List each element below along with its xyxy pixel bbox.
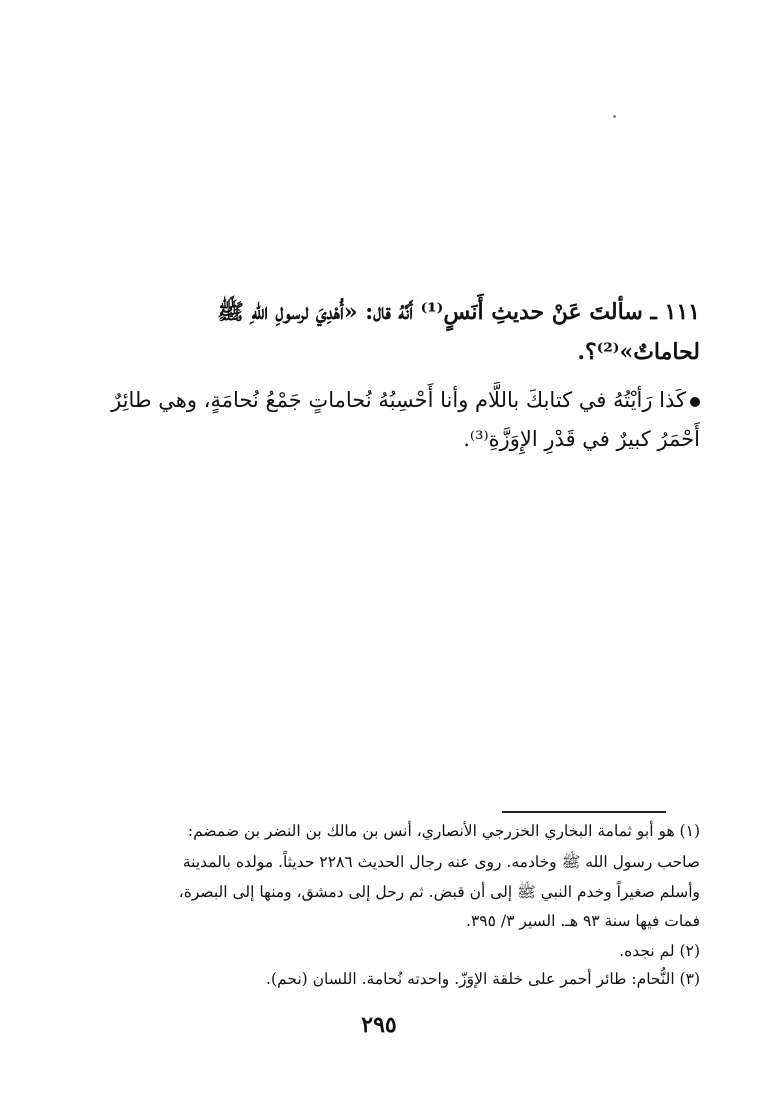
footnote-1-line-4: فمات فيها سنة ٩٣ هـ. السير ٣/ ٣٩٥.: [466, 912, 700, 930]
footnote-1-line-3: وأسلم صغيراً وخدم النبي ﷺ إلى أن قبض. ثم رحل إلى دمشق، ومنها إلى البصرة،: [178, 883, 700, 901]
bullet-icon: [690, 397, 700, 407]
hadith-question-line-2: لحاماتٌ»⁽²⁾؟.: [577, 339, 700, 365]
footnote-separator: [502, 811, 666, 813]
speck: [613, 115, 616, 118]
commentary-line-2: أَحْمَرُ كبيرٌ في قَدْرِ الإِوَزَّةِ⁽³⁾.: [463, 427, 700, 451]
page-number: ٢٩٥: [361, 1012, 397, 1038]
footnote-1-line-1: (١) هو أبو ثمامة البخاري الخزرجي الأنصاري، أنس بن مالك بن النضر بن ضمضم:: [187, 822, 700, 840]
footnote-1-line-2: صاحب رسول الله ﷺ وخادمه. روى عنه رجال الحديث ٢٢٨٦ حديثاً. مولده بالمدينة: [182, 853, 700, 871]
commentary-line-1: [111, 388, 700, 412]
footnote-3: (٣) النُّحام: طائر أحمر على خلقة الإوَزّ. واحدته نُحامة. اللسان (نحم).: [266, 970, 700, 988]
commentary-text-1: كَذا رَأيْتُهُ في كتابكَ باللَّام وأنا أَحْسِبُهُ نُحاماتٍ جَمْعُ نُحامَةٍ، وهي طائِرٌ: [111, 388, 686, 412]
footnote-2: (٢) لم نجده.: [619, 942, 700, 960]
hadith-question-line-1: ١١١ ـ سألتَ عَنْ حديثِ أَنَسٍ⁽¹⁾ أَنَّهُ قال: «أُهْدِيَ لرسولِ اللهِ ﷺ: [217, 299, 700, 325]
